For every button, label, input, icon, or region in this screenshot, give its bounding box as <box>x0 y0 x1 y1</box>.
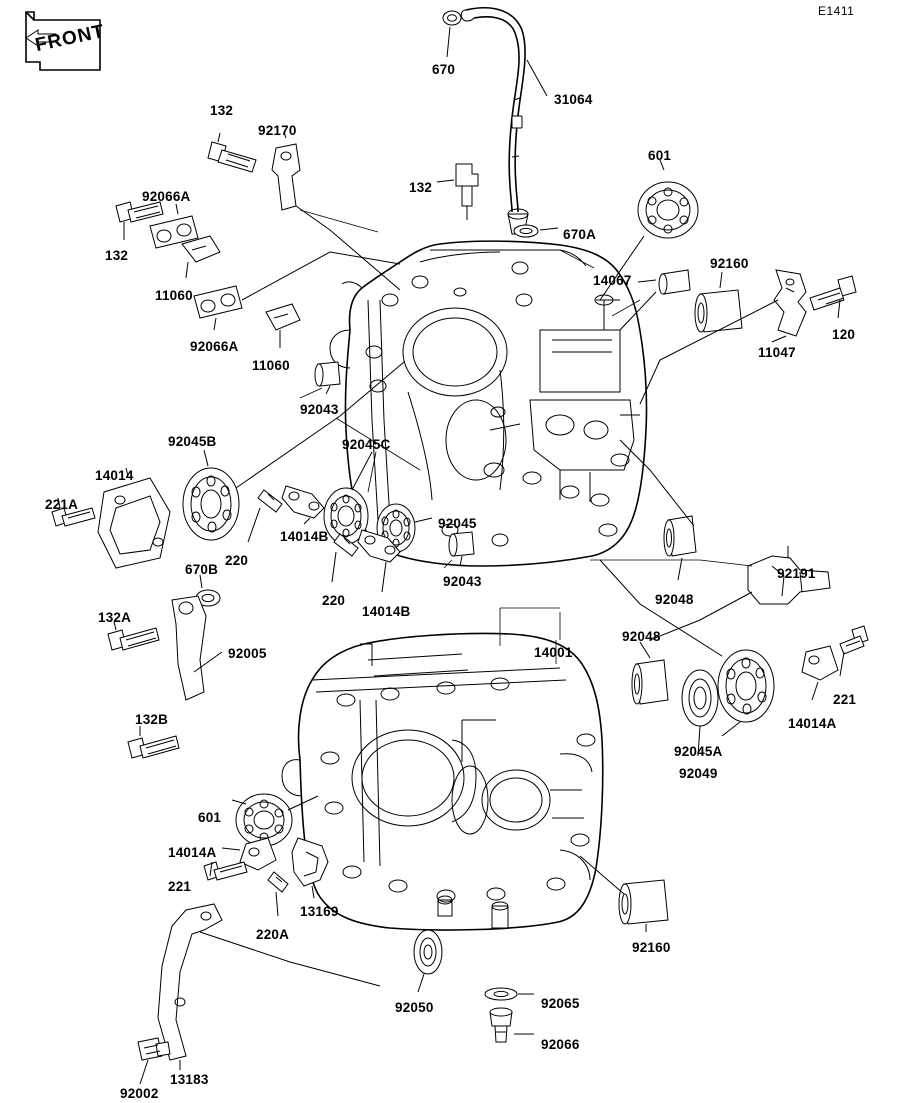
callout-92043-upper: 92043 <box>300 402 339 417</box>
callout-670: 670 <box>432 62 456 77</box>
callout-92170: 92170 <box>258 123 297 138</box>
callout-31064: 31064 <box>554 92 593 107</box>
diagram-code: E1411 <box>818 4 855 18</box>
callout-132-top: 132 <box>210 103 234 118</box>
callout-601-top: 601 <box>648 148 672 163</box>
part-11060-gasket-upper <box>182 236 220 278</box>
callout-14014A-lower: 14014A <box>168 845 217 860</box>
callout-92066A-lower: 92066A <box>190 339 239 354</box>
part-92048-collar-lower <box>632 642 668 704</box>
callout-14014: 14014 <box>95 468 134 483</box>
callout-92043-lower: 92043 <box>443 574 482 589</box>
part-92065-washer <box>485 988 534 1000</box>
callout-11047: 11047 <box>758 345 796 360</box>
part-132-mid-bolt <box>437 164 478 220</box>
callout-92049: 92049 <box>679 766 718 781</box>
part-220-upper <box>248 490 282 542</box>
part-92160-damper-upper <box>695 272 742 332</box>
callout-14067: 14067 <box>593 273 632 288</box>
callout-92066: 92066 <box>541 1037 580 1052</box>
lower-crankcase-body <box>282 633 603 930</box>
callout-601-lower: 601 <box>198 810 222 825</box>
callout-14001: 14001 <box>534 645 573 660</box>
callout-92005: 92005 <box>228 646 267 661</box>
callout-132-mid: 132 <box>409 180 433 195</box>
callout-92191: 92191 <box>777 566 816 581</box>
part-92005-lever <box>172 596 222 700</box>
part-132A-bolt <box>108 622 159 650</box>
part-670-oring <box>443 11 461 57</box>
callout-92048-upper: 92048 <box>655 592 694 607</box>
part-132B-bolt <box>128 726 179 758</box>
callout-120: 120 <box>832 327 856 342</box>
part-13169-plate <box>292 838 328 898</box>
callout-670B: 670B <box>185 562 219 577</box>
part-92048-collar-upper <box>620 440 696 580</box>
part-120-bolt <box>810 276 856 318</box>
callout-92160-lower: 92160 <box>632 940 671 955</box>
callout-11060-lower: 11060 <box>252 358 290 373</box>
callout-92045: 92045 <box>438 516 477 531</box>
callout-92050: 92050 <box>395 1000 434 1015</box>
callout-220-upper: 220 <box>225 553 249 568</box>
part-92160-damper-lower <box>580 856 668 932</box>
part-92043-pin-lower <box>449 532 474 566</box>
callout-132B: 132B <box>135 712 169 727</box>
callout-92002: 92002 <box>120 1086 159 1101</box>
part-11060-gasket-lower <box>266 304 300 348</box>
callout-221-lower: 221 <box>168 879 192 894</box>
part-92002-bolt <box>138 1038 170 1084</box>
part-92170-clamp <box>272 132 400 290</box>
callout-220A: 220A <box>256 927 290 942</box>
part-221-bolt-lower <box>204 862 247 880</box>
part-132-top-bolt <box>208 133 256 172</box>
front-badge-label: FRONT <box>33 20 107 57</box>
part-14014B-upper <box>282 486 324 524</box>
callout-92045B: 92045B <box>168 434 217 449</box>
callout-670A: 670A <box>563 227 597 242</box>
callout-92065: 92065 <box>541 996 580 1011</box>
callout-13169: 13169 <box>300 904 339 919</box>
part-92050-seal <box>414 930 442 992</box>
upper-crankcase-body <box>330 209 647 566</box>
callout-221A: 221A <box>45 497 79 512</box>
callout-132A: 132A <box>98 610 132 625</box>
callout-92066A-upper: 92066A <box>142 189 191 204</box>
callout-14014B-lower: 14014B <box>362 604 411 619</box>
callout-132-left: 132 <box>105 248 129 263</box>
part-92066-plug <box>490 1008 534 1042</box>
part-14014-plate <box>98 468 170 568</box>
callout-11060-upper: 11060 <box>155 288 193 303</box>
callout-13183: 13183 <box>170 1072 209 1087</box>
callout-221-right: 221 <box>833 692 857 707</box>
callout-92048-lower: 92048 <box>622 629 661 644</box>
callout-92045C: 92045C <box>342 437 391 452</box>
callout-14014B-upper: 14014B <box>280 529 329 544</box>
part-670A-oring <box>514 225 558 237</box>
callout-92160-upper: 92160 <box>710 256 749 271</box>
part-220A-dowel <box>268 872 288 916</box>
callout-220-lower: 220 <box>322 593 346 608</box>
part-221-bolt-right <box>840 626 868 676</box>
callout-14014A-right: 14014A <box>788 716 837 731</box>
callout-92045A: 92045A <box>674 744 723 759</box>
